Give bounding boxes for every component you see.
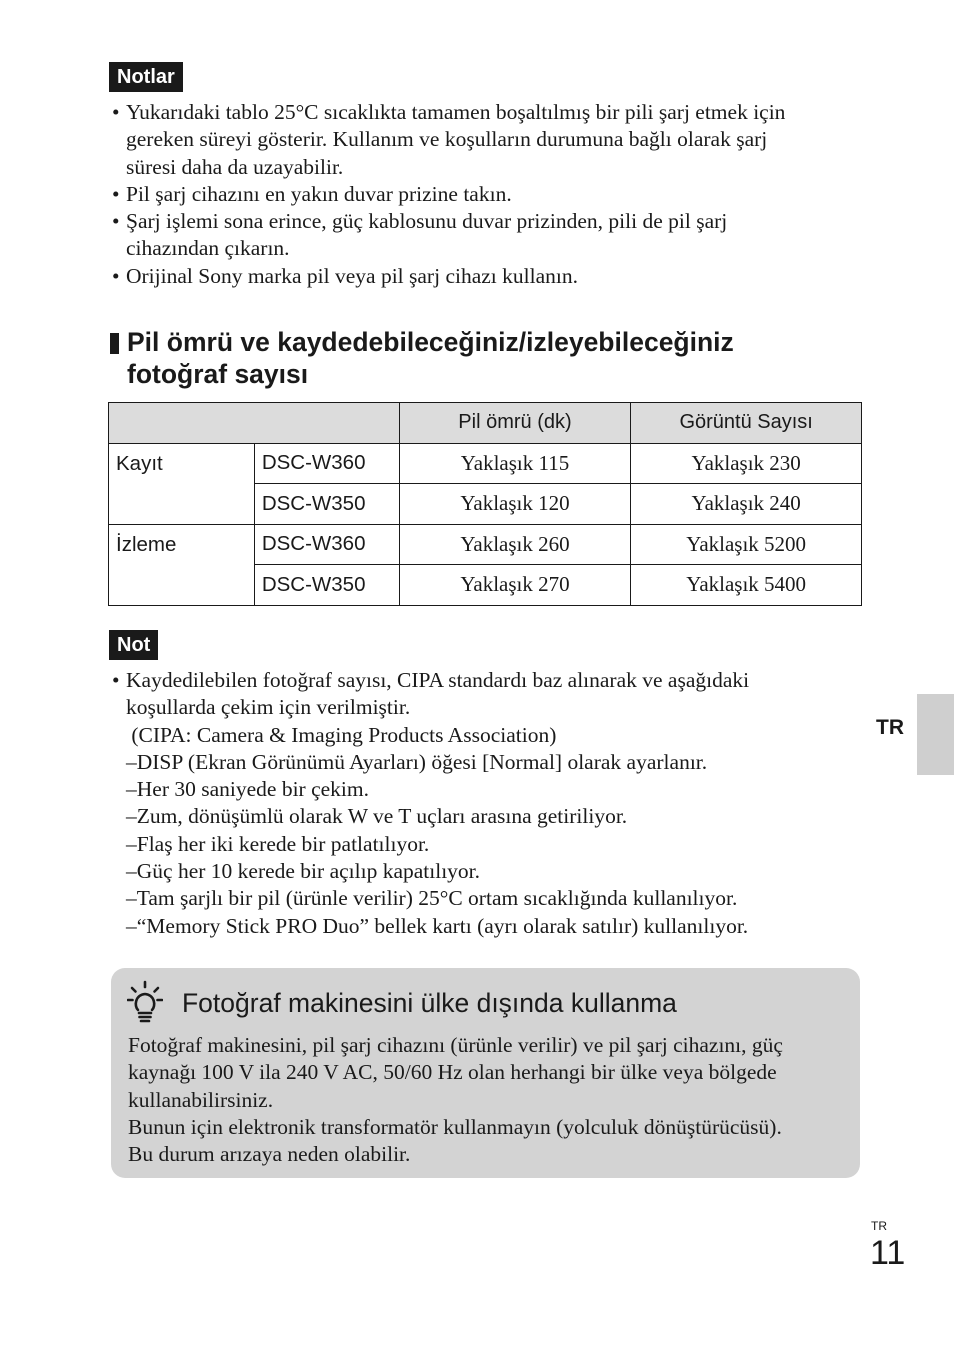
table-header-cell: Görüntü Sayısı — [631, 403, 862, 444]
notes-item: • Şarj işlemi sona erince, güç kablosunu duvar prizinden, pili de pil şarj cihazından çıkarın. — [112, 209, 728, 261]
page-number: 11 — [870, 1234, 906, 1272]
images-cell: Yaklaşık 240 — [631, 484, 862, 525]
notes-item: • Yukarıdaki tablo 25°C sıcaklıkta tamamen boşaltılmış bir pili şarj etmek için gereken süreyi gösterir. Kullanım ve koşulların durumuna bağlı olarak şarj süresi daha da uzayabilir. — [112, 100, 786, 179]
table-header-cell: Pil ömrü (dk) — [399, 403, 631, 444]
condition-item: –Zum, dönüşümlü olarak W ve T uçları arasına getiriliyor. — [126, 804, 628, 829]
life-cell: Yaklaşık 120 — [399, 484, 631, 525]
model-cell: DSC-W350 — [254, 565, 399, 606]
note-label — [109, 630, 158, 660]
images-cell: Yaklaşık 5400 — [631, 565, 862, 606]
condition-item: –Güç her 10 kerede bir açılıp kapatılıyor. — [126, 859, 481, 884]
section-heading: Pil ömrü ve kaydedebileceğiniz/izleyebileceğiniz fotoğraf sayısı — [127, 327, 734, 389]
mode-cell: İzleme — [109, 524, 255, 605]
notes-item: • Pil şarj cihazını en yakın duvar prizine takın. — [112, 181, 512, 206]
model-cell: DSC-W350 — [254, 484, 399, 525]
lightbulb-icon — [127, 980, 163, 1029]
conditions-list — [110, 749, 749, 940]
mode-cell: Kayıt — [109, 443, 255, 524]
life-cell: Yaklaşık 260 — [399, 524, 631, 565]
condition-item: –Her 30 saniyede bir çekim. — [126, 777, 369, 802]
notes-list — [110, 99, 870, 290]
table-header-cell — [109, 403, 400, 444]
battery-life-table — [108, 402, 862, 606]
note-content — [110, 667, 749, 940]
model-cell: DSC-W360 — [254, 524, 399, 565]
model-cell: DSC-W360 — [254, 443, 399, 484]
tip-body: Fotoğraf makinesini, pil şarj cihazını (ürünle verilir) ve pil şarj cihazını, güç kaynağı 100 V ila 240 V AC, 50/60 Hz olan herhangi bir ülke veya bölgede kullanabilirsiniz. Bunun için elektronik transformatör kullanmayın (yolculuk dönüştürücüsü). Bu durum arızaya neden olabilir. — [128, 1033, 783, 1167]
tip-box — [111, 968, 860, 1178]
condition-item: –Tam şarjlı bir pil (ürünle verilir) 25°C ortam sıcaklığında kullanılıyor. — [126, 886, 738, 911]
images-cell: Yaklaşık 5200 — [631, 524, 862, 565]
notes-item: • Orijinal Sony marka pil veya pil şarj cihazı kullanın. — [112, 263, 578, 288]
table-header-row — [109, 403, 862, 444]
life-cell: Yaklaşık 115 — [399, 443, 631, 484]
life-cell: Yaklaşık 270 — [399, 565, 631, 606]
side-tab — [917, 694, 954, 775]
tip-title: Fotoğraf makinesini ülke dışında kullanma — [182, 988, 677, 1018]
notes-label — [109, 62, 183, 92]
heading-marker — [110, 333, 119, 354]
footer-language: TR — [871, 1219, 887, 1233]
note-label-text: Not — [109, 630, 158, 660]
condition-item: –“Memory Stick PRO Duo” bellek kartı (ayrı olarak satılır) kullanılıyor. — [126, 913, 749, 938]
condition-item: –Flaş her iki kerede bir patlatılıyor. — [126, 831, 430, 856]
table-row — [109, 524, 862, 565]
notes-label-text: Notlar — [109, 62, 183, 92]
images-cell: Yaklaşık 230 — [631, 443, 862, 484]
condition-item: –DISP (Ekran Görünümü Ayarları) öğesi [Normal] olarak ayarlanır. — [126, 749, 708, 774]
table-row — [109, 443, 862, 484]
side-language-label: TR — [876, 716, 904, 739]
note-intro: • Kaydedilebilen fotoğraf sayısı, CIPA standardı baz alınarak ve aşağıdaki koşullarda çekim için verilmiştir. (CIPA: Camera & Imaging Products Association) — [112, 668, 750, 747]
